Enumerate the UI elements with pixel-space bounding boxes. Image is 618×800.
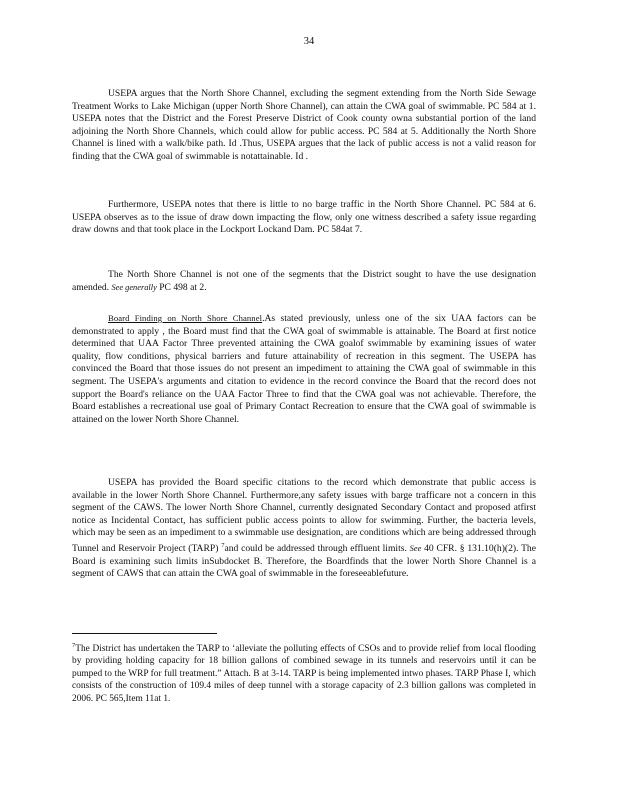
page-number: 34 bbox=[303, 36, 315, 47]
paragraph-usepa-citations bbox=[72, 477, 536, 581]
paragraph-usepa-argues bbox=[72, 88, 536, 164]
footnote-marker: 7 bbox=[72, 642, 76, 649]
footnote bbox=[72, 640, 536, 705]
paragraph-text: USEPA argues that the North Shore Channel, excluding the segment extending from the North Side Sewage Treatment Works to Lake Michigan (upper North Shore Channel), can attain the CWA goal of swimmable. PC 584 at 1. USEPA notes that the District and the Forest Preserve District of Cook county owna substantial portion of the land adjoining the North Shore Channels, which could allow for public access. PC 584 at 5. Additionally the North Shore Channel is lined with a walk/bike path. Id .Thus, USEPA argues that the lack of public access is not a valid reason for finding that the CWA goal of swimmable is notattainable. Id . bbox=[72, 88, 536, 162]
paragraph-text: The North Shore Channel is not one of the segments that the District sought to have the use designation amended. bbox=[72, 269, 536, 293]
citation-signal: See generally bbox=[111, 282, 157, 292]
section-heading: Board Finding on North Shore Channel bbox=[108, 313, 263, 323]
paragraph-text: .As stated previously, unless one of the six UAA factors can be demonstrated to apply , the Board must find that the CWA goal of swimmable is attainable. The Board at first notice determined that UAA Factor Three prevented attaining the CWA goalof swimmable by examining issues of water quality, flow conditions, physical barriers and future attainability of recreation in this segment. The USEPA has convinced the Board that those issues do not present an impediment to attaining the CWA goal of swimmable in this segment. The USEPA's arguments and citation to evidence in the record convince the Board that the record does not support the Board's reliance on the UAA Factor Three to find that the CWA goal was not achievable. Therefore, the Board establishes a recreational use goal of Primary Contact Recreation to ensure that the CWA goal of swimmable is attained on the lower North Shore Channel. bbox=[72, 313, 536, 425]
footnote-text: The District has undertaken the TARP to ‘alleviate the polluting effects of CSOs and to provide relief from local flooding by providing holding capacity for 18 billion gallons of combined sewage in its tunnels and reservoirs until it can be pumped to the WRP for full treatment.” Attach. B at 3-14. TARP is being implemented intwo phases. TARP Phase I, which consists of the construction of 109.4 miles of deep tunnel with a storage capacity of 2.3 billion gallons was completed in 2006. PC 565,Item 11at 1. bbox=[72, 644, 536, 704]
paragraph-furthermore bbox=[72, 199, 536, 237]
paragraph-board-finding bbox=[72, 312, 536, 426]
footnote-separator bbox=[72, 633, 217, 634]
paragraph-text: USEPA has provided the Board specific citations to the record which demonstrate that public access is available in the lower North Shore Channel. Furthermore,any safety issues with barge trafficare not a concern in this segment of the CAWS. The lower North Shore Channel, currently designated Secondary Contact and proposed atfirst notice as Incidental Contact, has sufficient public access points to allow for swimming. Further, the bacteria levels, which may be seen as an impediment to a swimmable use designation, are conditions which are being addressed through Tunnel and Reservoir Project (TARP) bbox=[72, 477, 536, 554]
paragraph-text: Furthermore, USEPA notes that there is little to no barge traffic in the North Shore Channel. PC 584 at 6. USEPA observes as to the issue of draw down impacting the flow, only one witness described a safety issue regarding draw downs and that took place in the Lockport Lockand Dam. PC 584at 7. bbox=[72, 199, 536, 236]
paragraph-text: 40 CFR. § 131.10(h)(2). The Board is examining such limits inSubdocket B. Therefore, the Boardfinds that the lower North Shore Channel is a segment of CAWS that can attain the CWA goal of swimmable in the foreseeablefuture. bbox=[72, 542, 536, 580]
citation-signal: See bbox=[409, 543, 422, 553]
paragraph-text: PC 498 at 2. bbox=[159, 281, 207, 293]
footnote-reference: 7 bbox=[221, 541, 225, 549]
paragraph-text: and could be addressed through effluent limits. bbox=[224, 542, 407, 554]
paragraph-not-one-of-segments bbox=[72, 269, 536, 294]
